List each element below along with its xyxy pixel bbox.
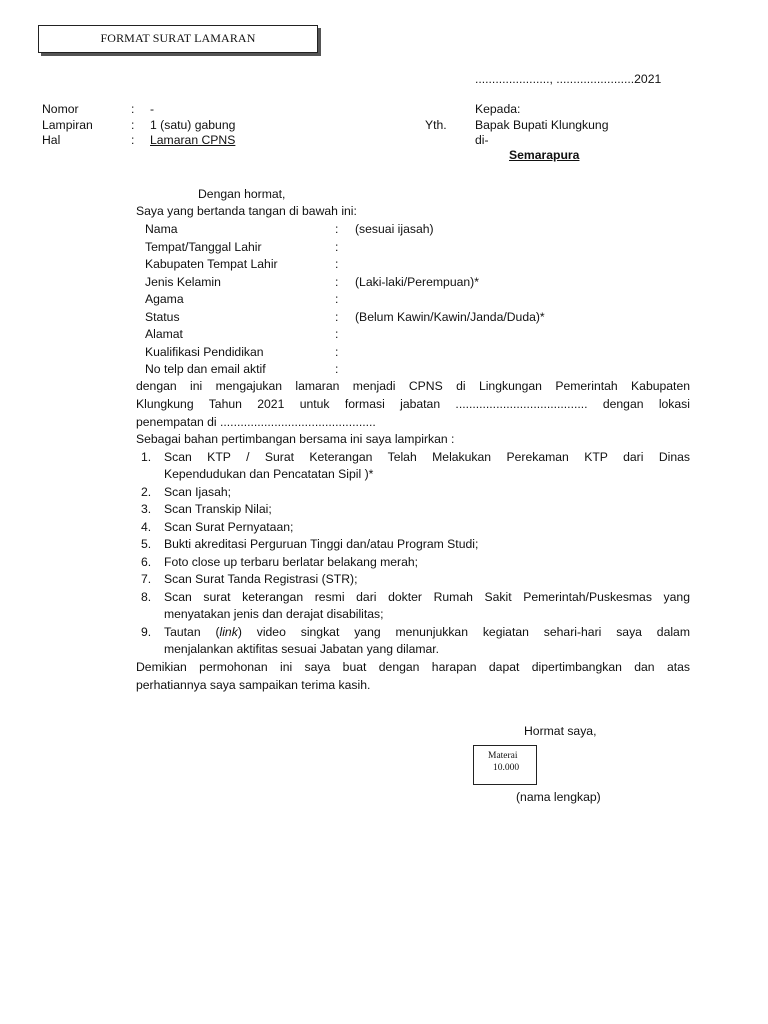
list-item-cont: Kependudukan dan Pencatatan Sipil )*	[164, 467, 374, 481]
list-item: Scan KTP / Surat Keterangan Telah Melakukan Perekaman KTP dari Dinas	[164, 450, 690, 464]
list-item: Bukti akreditasi Perguruan Tinggi dan/atau Program Studi;	[164, 537, 479, 551]
recipient-name: Bapak Bupati Klungkung	[475, 118, 609, 132]
list-item-text: ) video singkat yang menunjukkan kegiatan sehari-hari saya dalam	[237, 625, 690, 639]
field-label: Alamat	[145, 327, 183, 341]
field-value: (sesuai ijasah)	[355, 222, 434, 236]
field-label: Jenis Kelamin	[145, 275, 221, 289]
field-colon: :	[335, 327, 339, 341]
closing-line: perhatiannya saya sampaikan terima kasih.	[136, 678, 371, 692]
list-number: 2.	[141, 485, 152, 499]
field-colon: :	[335, 222, 339, 236]
field-colon: :	[335, 275, 339, 289]
list-item: Scan Transkip Nilai;	[164, 502, 272, 516]
field-label: Kualifikasi Pendidikan	[145, 345, 264, 359]
header-colon: :	[131, 102, 135, 116]
list-item-cont: menyatakan jenis dan derajat disabilitas;	[164, 607, 384, 621]
field-colon: :	[335, 257, 339, 271]
field-label: Nama	[145, 222, 178, 236]
field-colon: :	[335, 345, 339, 359]
stamp-line: 10.000	[493, 763, 520, 773]
body-line: dengan ini mengajukan lamaran menjadi CPNS di Lingkungan Pemerintah Kabupaten	[136, 379, 690, 393]
field-value: (Belum Kawin/Kawin/Janda/Duda)*	[355, 310, 545, 324]
header-label-hal: Hal	[42, 133, 61, 147]
list-item: Scan Ijasah;	[164, 485, 232, 499]
stamp-line: Materai	[488, 751, 518, 761]
header-colon: :	[131, 118, 135, 132]
header-value-lampiran: 1 (satu) gabung	[150, 118, 236, 132]
list-item-italic: link	[219, 625, 238, 639]
list-item-cont: menjalankan aktifitas sesuai Jabatan yang dilamar.	[164, 642, 440, 656]
header-value-hal: Lamaran CPNS	[150, 133, 236, 147]
field-value: (Laki-laki/Perempuan)*	[355, 275, 479, 289]
list-number: 8.	[141, 590, 152, 604]
header-label-nomor: Nomor	[42, 102, 79, 116]
field-label: Agama	[145, 292, 184, 306]
field-colon: :	[335, 362, 339, 376]
field-colon: :	[335, 292, 339, 306]
list-number: 3.	[141, 502, 152, 516]
intro-text: Saya yang bertanda tangan di bawah ini:	[136, 204, 357, 218]
body-line: penempatan di ..............................................	[136, 415, 376, 429]
recipient-place: Semarapura	[509, 148, 580, 162]
field-label: Status	[145, 310, 180, 324]
list-number: 6.	[141, 555, 152, 569]
field-label: No telp dan email aktif	[145, 362, 266, 376]
document-title-box	[38, 25, 318, 53]
field-label: Tempat/Tanggal Lahir	[145, 240, 262, 254]
recipient-di: di-	[475, 133, 489, 147]
attachments-intro: Sebagai bahan pertimbangan bersama ini saya lampirkan :	[136, 432, 455, 446]
field-colon: :	[335, 310, 339, 324]
header-value-nomor: -	[150, 102, 155, 116]
signature-name: (nama lengkap)	[516, 790, 601, 804]
signature-salutation: Hormat saya,	[524, 724, 597, 738]
field-label: Kabupaten Tempat Lahir	[145, 257, 278, 271]
list-item	[164, 625, 690, 639]
field-colon: :	[335, 240, 339, 254]
recipient-kepada: Kepada:	[475, 102, 521, 116]
list-item: Scan Surat Pernyataan;	[164, 520, 294, 534]
recipient-yth: Yth.	[425, 118, 447, 132]
list-number: 1.	[141, 450, 152, 464]
list-number: 9.	[141, 625, 152, 639]
list-number: 4.	[141, 520, 152, 534]
list-number: 5.	[141, 537, 152, 551]
header-label-lampiran: Lampiran	[42, 118, 93, 132]
stamp-box	[473, 745, 537, 785]
list-number: 7.	[141, 572, 152, 586]
list-item-text: Tautan (	[164, 625, 220, 639]
document-title: FORMAT SURAT LAMARAN	[100, 31, 256, 45]
body-line: Klungkung Tahun 2021 untuk formasi jabatan ....................................... dengan lokasi	[136, 397, 690, 411]
date-line: ......................, .......................2021	[475, 72, 662, 86]
list-item: Scan surat keterangan resmi dari dokter Rumah Sakit Pemerintah/Puskesmas yang	[164, 590, 690, 604]
greeting: Dengan hormat,	[198, 187, 286, 201]
list-item: Scan Surat Tanda Registrasi (STR);	[164, 572, 358, 586]
header-colon: :	[131, 133, 135, 147]
closing-line: Demikian permohonan ini saya buat dengan harapan dapat dipertimbangkan dan atas	[136, 660, 690, 674]
list-item: Foto close up terbaru berlatar belakang merah;	[164, 555, 419, 569]
